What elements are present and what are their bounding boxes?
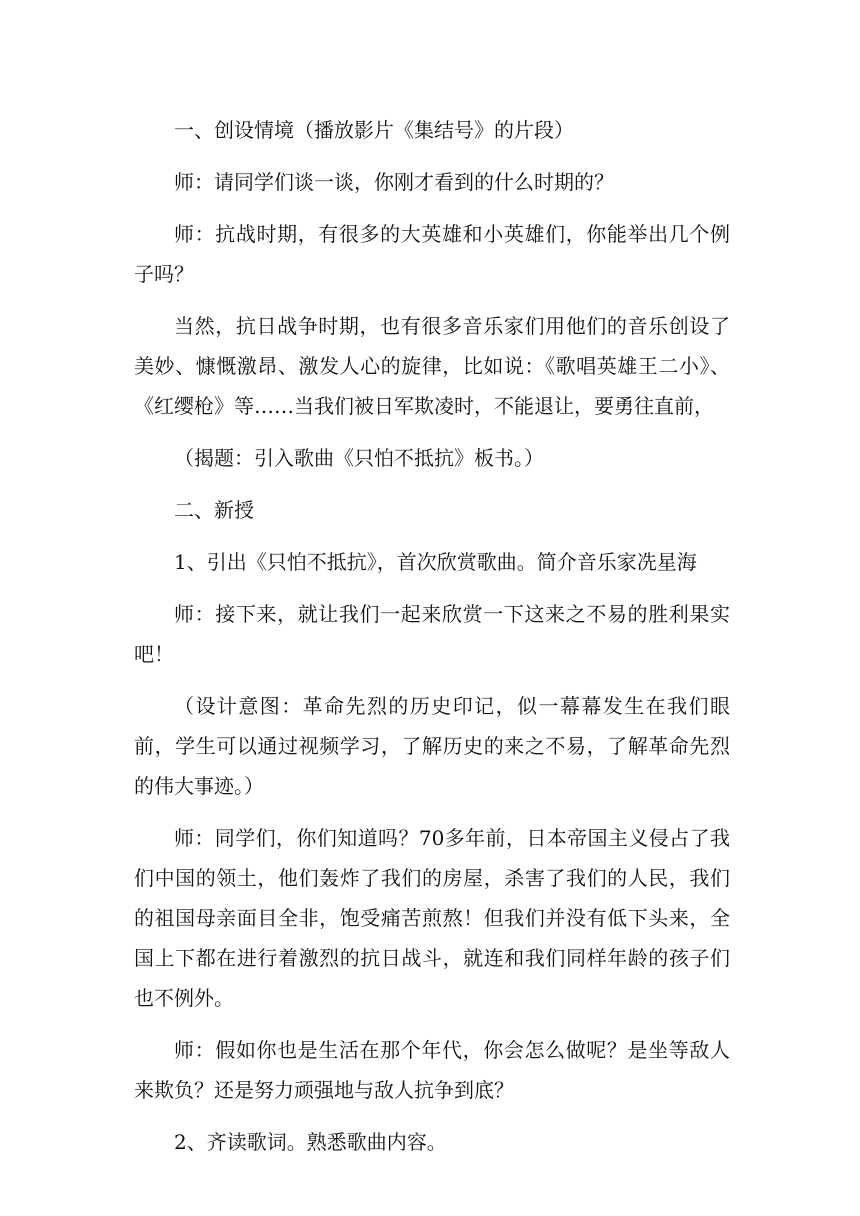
document-body — [134, 110, 730, 1174]
paragraph-step-1: 1、引出《只怕不抵抗》，首次欣赏歌曲。简介音乐家冼星海 — [174, 550, 697, 574]
paragraph-teacher-appreciate: 师：接下来，就让我们一起来欣赏一下这来之不易的胜利果实吧！ — [134, 602, 730, 666]
paragraph-step-2: 2、齐读歌词。熟悉歌曲内容。 — [174, 1130, 447, 1154]
paragraph-teacher-history: 师：同学们，你们知道吗？70多年前，日本帝国主义侵占了我们中国的领土，他们轰炸了我们的房屋，杀害了我们的人民，我们的祖国母亲面目全非，饱受痛苦煎熬！但我们并没有低下头来，全国上下都在进行着激烈的抗日战斗，就连和我们同样年龄的孩子们也不例外。 — [134, 826, 730, 1010]
paragraph-intro-music: 当然，抗日战争时期，也有很多音乐家们用他们的音乐创设了美妙、慷慨激昂、激发人心的旋律，比如说：《歌唱英雄王二小》、《红缨枪》等……当我们被日军欺凌时，不能退让，要勇往直前， — [134, 314, 730, 418]
section-heading-1: 一、创设情境（播放影片《集结号》的片段） — [174, 118, 574, 142]
paragraph-teacher-question-3: 师：假如你也是生活在那个年代，你会怎么做呢？是坐等敌人来欺负？还是努力顽强地与敌人抗争到底？ — [134, 1038, 730, 1102]
section-heading-2: 二、新授 — [174, 498, 254, 522]
paragraph-teacher-question-1: 师：请同学们谈一谈，你刚才看到的什么时期的？ — [174, 170, 614, 194]
paragraph-design-intent: （设计意图：革命先烈的历史印记，似一幕幕发生在我们眼前，学生可以通过视频学习，了解历史的来之不易，了解革命先烈的伟大事迹。） — [134, 694, 730, 798]
paragraph-topic-reveal: （揭题：引入歌曲《只怕不抵抗》板书。） — [174, 446, 544, 470]
paragraph-teacher-question-2: 师：抗战时期，有很多的大英雄和小英雄们，你能举出几个例子吗？ — [134, 222, 730, 286]
